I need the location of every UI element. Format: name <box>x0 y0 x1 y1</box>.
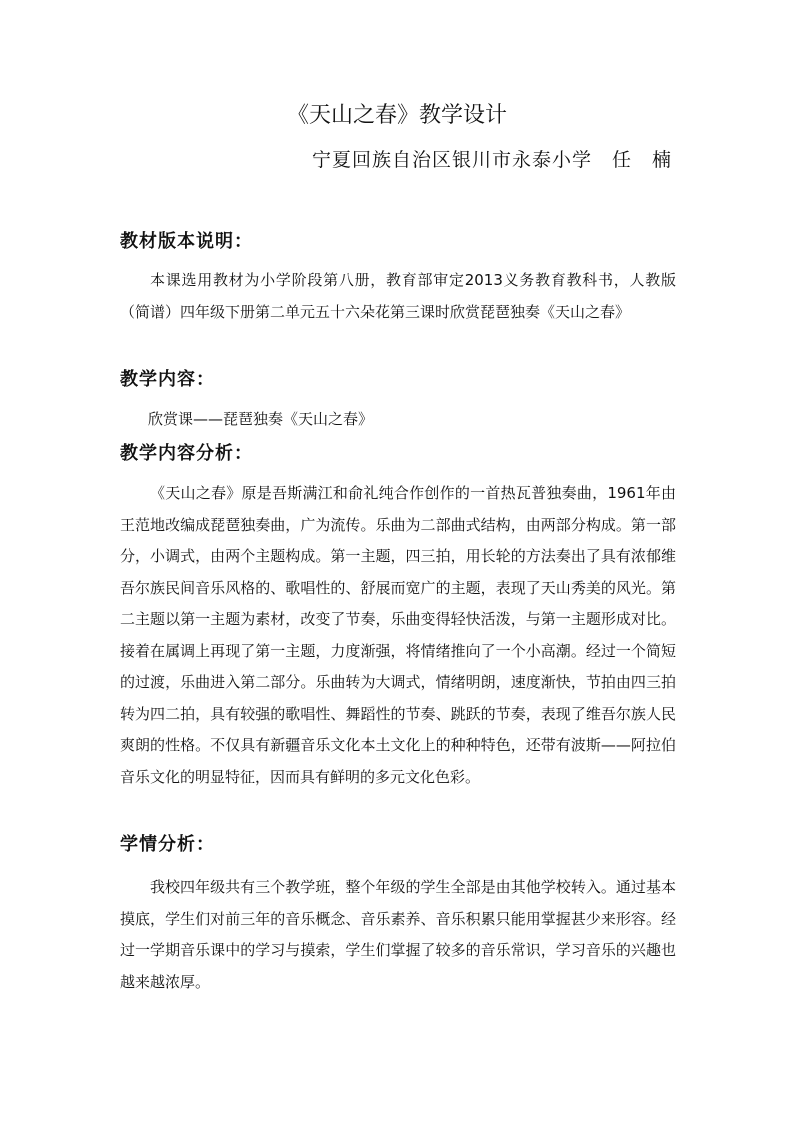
section-heading-content: 教学内容： <box>120 369 215 390</box>
section-heading-analysis: 教学内容分析： <box>120 443 253 464</box>
section-heading-textbook: 教材版本说明： <box>120 231 253 252</box>
author-name: 任 楠 <box>611 149 672 171</box>
section-heading-students: 学情分析： <box>120 834 215 855</box>
section-body-students: 我校四年级共有三个教学班，整个年级的学生全部是由其他学校转入。通过基本摸底，学生们对前三年的音乐概念、音乐素养、音乐积累只能用掌握甚少来形容。经过一学期音乐课中的学习与摸索，学生们掌握了较多的音乐常识，学习音乐的兴趣也越来越浓厚。 <box>120 878 676 991</box>
page-title: 《天山之春》教学设计 <box>286 103 507 128</box>
section-body-textbook: 本课选用教材为小学阶段第八册，教育部审定2013义务教育教科书，人教版（简谱）四年级下册第二单元五十六朵花第三课时欣赏琵琶独奏《天山之春》 <box>120 271 676 321</box>
author-line <box>312 146 672 174</box>
section-body-content: 欣赏课——琵琶独奏《天山之春》 <box>148 410 374 428</box>
author-school: 宁夏回族自治区银川市永泰小学 <box>311 149 592 171</box>
section-body-analysis: 《天山之春》原是吾斯满江和俞礼纯合作创作的一首热瓦普独奏曲，1961年由王范地改编成琵琶独奏曲，广为流传。乐曲为二部曲式结构，由两部分构成。第一部分，小调式，由两个主题构成。第一主题，四三拍，用长轮的方法奏出了具有浓郁维吾尔族民间音乐风格的、歌唱性的、舒展而宽广的主题，表现了天山秀美的风光。第二主题以第一主题为素材，改变了节奏，乐曲变得轻快活泼，与第一主题形成对比。接着在属调上再现了第一主题，力度渐强，将情绪推向了一个小高潮。经过一个简短的过渡，乐曲进入第二部分。乐曲转为大调式，情绪明朗，速度渐快，节拍由四三拍转为四二拍，具有较强的歌唱性、舞蹈性的节奏、跳跃的节奏，表现了维吾尔族人民爽朗的性格。不仅具有新疆音乐文化本土文化上的种种特色，还带有波斯——阿拉伯音乐文化的明显特征，因而具有鲜明的多元文化色彩。 <box>120 484 676 786</box>
